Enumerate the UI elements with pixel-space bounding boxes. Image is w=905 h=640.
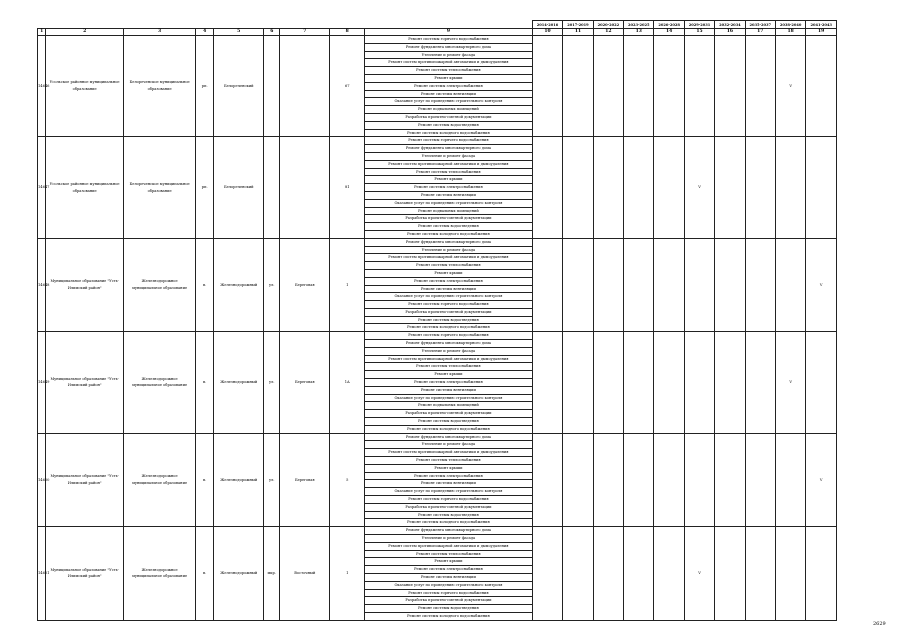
record-number: 14651 <box>38 527 46 621</box>
work-type-cell: Ремонт фундамента многоквартирного дома <box>365 433 533 441</box>
period-cell-13 <box>624 332 654 433</box>
work-type-cell: Утепление и ремонт фасада <box>365 152 533 160</box>
district-cell: Муниципальное образование "Усть-Илимский район" <box>46 332 124 433</box>
work-type-cell: Ремонт системы горячего водоснабжения <box>365 137 533 145</box>
period-cell-13 <box>624 137 654 238</box>
period-check-mark: V <box>806 433 837 527</box>
district-cell: Усольское районное муниципальное образование <box>46 36 124 137</box>
header-blank <box>38 21 533 29</box>
settlement-type-cell: п. <box>196 332 214 433</box>
house-number-cell: 67 <box>330 36 365 137</box>
work-type-cell: Ремонт системы вентиляции <box>365 480 533 488</box>
district-cell: Муниципальное образование "Усть-Илимский район" <box>46 238 124 332</box>
settlement-type-cell: рп. <box>196 36 214 137</box>
settlement-cell: Железнодорожный <box>214 433 264 527</box>
record-number: 14649 <box>38 332 46 433</box>
work-type-cell: Оказание услуг по проведению строительного контроля <box>365 581 533 589</box>
period-cell-14 <box>654 527 684 621</box>
period-cell-13 <box>624 238 654 332</box>
work-type-cell: Ремонт системы холодного водоснабжения <box>365 425 533 433</box>
record-number: 14650 <box>38 433 46 527</box>
work-type-cell: Разработка проектно-сметной документации <box>365 503 533 511</box>
district-cell: Муниципальное образование "Усть-Илимский район" <box>46 433 124 527</box>
street-cell: Береговая <box>280 433 330 527</box>
work-type-cell: Ремонт систем противопожарной автоматики и дымоудаления <box>365 355 533 363</box>
work-type-cell: Ремонт системы электроснабжения <box>365 379 533 387</box>
work-type-cell: Разработка проектно-сметной документации <box>365 308 533 316</box>
column-number: 6 <box>264 29 280 36</box>
work-type-cell: Ремонт системы холодного водоснабжения <box>365 519 533 527</box>
work-type-cell: Ремонт фундамента многоквартирного дома <box>365 238 533 246</box>
period-cell-14 <box>654 332 684 433</box>
column-number: 4 <box>196 29 214 36</box>
table-row <box>38 332 837 340</box>
work-type-cell: Оказание услуг по проведению строительного контроля <box>365 488 533 496</box>
work-type-cell: Ремонт системы электроснабжения <box>365 82 533 90</box>
street-cell: Восточный <box>280 527 330 621</box>
work-type-cell: Ремонт системы холодного водоснабжения <box>365 129 533 137</box>
work-type-cell: Утепление и ремонт фасада <box>365 51 533 59</box>
street-type-cell: ул. <box>264 238 280 332</box>
column-number: 9 <box>365 29 533 36</box>
period-header: 2035-2037 <box>745 21 775 29</box>
work-type-cell: Ремонт подвальных помещений <box>365 207 533 215</box>
street-type-cell: ул. <box>264 332 280 433</box>
column-number: 19 <box>806 29 837 36</box>
work-type-cell: Ремонт крыши <box>365 558 533 566</box>
period-cell-11 <box>563 527 593 621</box>
record-number: 14647 <box>38 137 46 238</box>
column-number: 8 <box>330 29 365 36</box>
work-type-cell: Разработка проектно-сметной документации <box>365 597 533 605</box>
work-type-cell: Утепление и ремонт фасада <box>365 535 533 543</box>
street-cell <box>280 137 330 238</box>
work-type-cell: Ремонт системы электроснабжения <box>365 184 533 192</box>
period-cell-17 <box>745 137 775 238</box>
work-type-cell: Оказание услуг по проведению строительного контроля <box>365 293 533 301</box>
table-row <box>38 36 837 44</box>
work-type-cell: Ремонт системы электроснабжения <box>365 472 533 480</box>
period-cell-15 <box>684 433 714 527</box>
column-number: 7 <box>280 29 330 36</box>
work-type-cell: Ремонт системы водоотведения <box>365 223 533 231</box>
period-cell-12 <box>593 238 623 332</box>
work-type-cell: Ремонт систем противопожарной автоматики и дымоудаления <box>365 160 533 168</box>
work-type-cell: Оказание услуг по проведению строительного контроля <box>365 98 533 106</box>
table-row <box>38 433 837 441</box>
period-cell-10 <box>532 527 562 621</box>
period-cell-12 <box>593 137 623 238</box>
work-type-cell: Разработка проектно-сметной документации <box>365 215 533 223</box>
page-number: 2629 <box>873 621 886 627</box>
period-cell-19 <box>806 36 837 137</box>
period-cell-18 <box>775 238 805 332</box>
period-header: 2014-2016 <box>532 21 562 29</box>
period-cell-13 <box>624 527 654 621</box>
work-type-cell: Ремонт системы горячего водоснабжения <box>365 496 533 504</box>
period-cell-17 <box>745 238 775 332</box>
period-cell-13 <box>624 36 654 137</box>
work-type-cell: Ремонт фундамента многоквартирного дома <box>365 145 533 153</box>
work-type-cell: Ремонт системы теплоснабжения <box>365 457 533 465</box>
work-type-cell: Ремонт системы водоотведения <box>365 418 533 426</box>
period-check-mark: V <box>775 36 805 137</box>
period-header-row <box>38 21 837 29</box>
work-type-cell: Ремонт системы горячего водоснабжения <box>365 301 533 309</box>
column-number: 2 <box>46 29 124 36</box>
work-type-cell: Ремонт системы холодного водоснабжения <box>365 324 533 332</box>
street-cell: Береговая <box>280 238 330 332</box>
period-header: 2029-2031 <box>684 21 714 29</box>
work-type-cell: Ремонт системы теплоснабжения <box>365 67 533 75</box>
municipality-cell: Железнодорожное муниципальное образование <box>123 433 195 527</box>
period-header: 2038-2040 <box>775 21 805 29</box>
work-type-cell: Утепление и ремонт фасада <box>365 246 533 254</box>
work-type-cell: Утепление и ремонт фасада <box>365 347 533 355</box>
period-cell-10 <box>532 137 562 238</box>
settlement-cell: Железнодорожный <box>214 332 264 433</box>
period-cell-13 <box>624 433 654 527</box>
period-cell-14 <box>654 238 684 332</box>
work-type-cell: Ремонт системы водоотведения <box>365 511 533 519</box>
period-cell-12 <box>593 36 623 137</box>
period-cell-11 <box>563 433 593 527</box>
period-header: 2023-2025 <box>624 21 654 29</box>
house-number-cell: 1 <box>330 238 365 332</box>
street-type-cell <box>264 137 280 238</box>
column-number: 17 <box>745 29 775 36</box>
period-cell-17 <box>745 36 775 137</box>
period-cell-11 <box>563 137 593 238</box>
column-number: 1 <box>38 29 46 36</box>
settlement-type-cell: рп. <box>196 137 214 238</box>
work-type-cell: Ремонт систем противопожарной автоматики и дымоудаления <box>365 254 533 262</box>
table-row <box>38 527 837 535</box>
municipality-cell: Железнодорожное муниципальное образование <box>123 332 195 433</box>
work-type-cell: Ремонт системы теплоснабжения <box>365 550 533 558</box>
column-number: 14 <box>654 29 684 36</box>
period-cell-18 <box>775 527 805 621</box>
column-number: 15 <box>684 29 714 36</box>
period-cell-16 <box>715 332 745 433</box>
period-cell-19 <box>806 137 837 238</box>
work-type-cell: Ремонт системы водоотведения <box>365 316 533 324</box>
settlement-cell: Железнодорожный <box>214 238 264 332</box>
period-cell-16 <box>715 527 745 621</box>
house-number-cell: 81 <box>330 137 365 238</box>
period-cell-18 <box>775 433 805 527</box>
work-type-cell: Ремонт крыши <box>365 74 533 82</box>
work-type-cell: Ремонт системы холодного водоснабжения <box>365 612 533 620</box>
period-check-mark: V <box>806 238 837 332</box>
settlement-cell: Белореченский <box>214 36 264 137</box>
work-type-cell: Ремонт крыши <box>365 464 533 472</box>
work-type-cell: Ремонт системы горячего водоснабжения <box>365 332 533 340</box>
column-number: 3 <box>123 29 195 36</box>
street-type-cell <box>264 36 280 137</box>
period-cell-10 <box>532 332 562 433</box>
work-type-cell: Ремонт систем противопожарной автоматики и дымоудаления <box>365 542 533 550</box>
period-cell-19 <box>806 527 837 621</box>
municipality-cell: Железнодорожное муниципальное образование <box>123 238 195 332</box>
period-cell-16 <box>715 433 745 527</box>
period-cell-15 <box>684 238 714 332</box>
work-type-cell: Ремонт системы теплоснабжения <box>365 168 533 176</box>
period-cell-11 <box>563 238 593 332</box>
column-number-row <box>38 29 837 36</box>
period-cell-11 <box>563 36 593 137</box>
period-cell-12 <box>593 332 623 433</box>
period-header: 2017-2019 <box>563 21 593 29</box>
period-cell-11 <box>563 332 593 433</box>
period-header: 2041-2043 <box>806 21 837 29</box>
work-type-cell: Оказание услуг по проведению строительного контроля <box>365 199 533 207</box>
work-type-cell: Ремонт крыши <box>365 176 533 184</box>
record-number: 14646 <box>38 36 46 137</box>
municipality-cell: Белореченское муниципальное образование <box>123 137 195 238</box>
record-number: 14648 <box>38 238 46 332</box>
work-type-cell: Ремонт системы водоотведения <box>365 121 533 129</box>
period-check-mark: V <box>775 332 805 433</box>
column-number: 10 <box>532 29 562 36</box>
capital-repair-schedule-table <box>37 20 837 621</box>
settlement-type-cell: п. <box>196 527 214 621</box>
settlement-cell: Железнодорожный <box>214 527 264 621</box>
period-cell-12 <box>593 527 623 621</box>
period-check-mark: V <box>684 527 714 621</box>
column-number: 16 <box>715 29 745 36</box>
street-cell: Береговая <box>280 332 330 433</box>
period-cell-18 <box>775 137 805 238</box>
work-type-cell: Ремонт подвальных помещений <box>365 402 533 410</box>
work-type-cell: Разработка проектно-сметной документации <box>365 410 533 418</box>
street-cell <box>280 36 330 137</box>
column-number: 5 <box>214 29 264 36</box>
house-number-cell: 1А <box>330 332 365 433</box>
house-number-cell: 1 <box>330 527 365 621</box>
period-cell-12 <box>593 433 623 527</box>
period-cell-15 <box>684 332 714 433</box>
period-cell-10 <box>532 238 562 332</box>
period-cell-16 <box>715 137 745 238</box>
period-cell-17 <box>745 332 775 433</box>
table-row <box>38 137 837 145</box>
period-header: 2026-2028 <box>654 21 684 29</box>
column-number: 12 <box>593 29 623 36</box>
work-type-cell: Ремонт фундамента многоквартирного дома <box>365 43 533 51</box>
settlement-type-cell: п. <box>196 238 214 332</box>
work-type-cell: Ремонт системы электроснабжения <box>365 277 533 285</box>
work-type-cell: Оказание услуг по проведению строительного контроля <box>365 394 533 402</box>
period-header: 2032-2034 <box>715 21 745 29</box>
district-cell: Муниципальное образование "Усть-Илимский район" <box>46 527 124 621</box>
work-type-cell: Ремонт системы вентиляции <box>365 386 533 394</box>
period-check-mark: V <box>684 137 714 238</box>
work-type-cell: Ремонт системы вентиляции <box>365 285 533 293</box>
period-cell-10 <box>532 36 562 137</box>
work-type-cell: Ремонт фундамента многоквартирного дома <box>365 340 533 348</box>
district-cell: Усольское районное муниципальное образование <box>46 137 124 238</box>
municipality-cell: Белореченское муниципальное образование <box>123 36 195 137</box>
period-cell-14 <box>654 36 684 137</box>
work-type-cell: Ремонт системы водоотведения <box>365 605 533 613</box>
period-cell-16 <box>715 238 745 332</box>
period-cell-19 <box>806 332 837 433</box>
table-row <box>38 238 837 246</box>
work-type-cell: Ремонт системы электроснабжения <box>365 566 533 574</box>
work-type-cell: Ремонт системы вентиляции <box>365 573 533 581</box>
municipality-cell: Железнодорожное муниципальное образование <box>123 527 195 621</box>
work-type-cell: Ремонт систем противопожарной автоматики и дымоудаления <box>365 59 533 67</box>
work-type-cell: Ремонт системы горячего водоснабжения <box>365 589 533 597</box>
work-type-cell: Ремонт системы вентиляции <box>365 191 533 199</box>
street-type-cell: ул. <box>264 433 280 527</box>
work-type-cell: Разработка проектно-сметной документации <box>365 113 533 121</box>
work-type-cell: Ремонт фундамента многоквартирного дома <box>365 527 533 535</box>
period-cell-14 <box>654 137 684 238</box>
period-cell-10 <box>532 433 562 527</box>
work-type-cell: Ремонт крыши <box>365 371 533 379</box>
settlement-type-cell: п. <box>196 433 214 527</box>
period-cell-17 <box>745 433 775 527</box>
period-header: 2020-2022 <box>593 21 623 29</box>
column-number: 11 <box>563 29 593 36</box>
work-type-cell: Ремонт систем противопожарной автоматики и дымоудаления <box>365 449 533 457</box>
period-cell-17 <box>745 527 775 621</box>
column-number: 13 <box>624 29 654 36</box>
work-type-cell: Ремонт системы теплоснабжения <box>365 363 533 371</box>
settlement-cell: Белореченский <box>214 137 264 238</box>
work-type-cell: Ремонт системы вентиляции <box>365 90 533 98</box>
street-type-cell: мкр. <box>264 527 280 621</box>
work-type-cell: Ремонт системы холодного водоснабжения <box>365 230 533 238</box>
house-number-cell: 5 <box>330 433 365 527</box>
work-type-cell: Ремонт подвальных помещений <box>365 106 533 114</box>
period-cell-14 <box>654 433 684 527</box>
work-type-cell: Ремонт системы горячего водоснабжения <box>365 36 533 44</box>
work-type-cell: Ремонт системы теплоснабжения <box>365 262 533 270</box>
period-cell-15 <box>684 36 714 137</box>
period-cell-16 <box>715 36 745 137</box>
work-type-cell: Ремонт крыши <box>365 269 533 277</box>
column-number: 18 <box>775 29 805 36</box>
work-type-cell: Утепление и ремонт фасада <box>365 441 533 449</box>
